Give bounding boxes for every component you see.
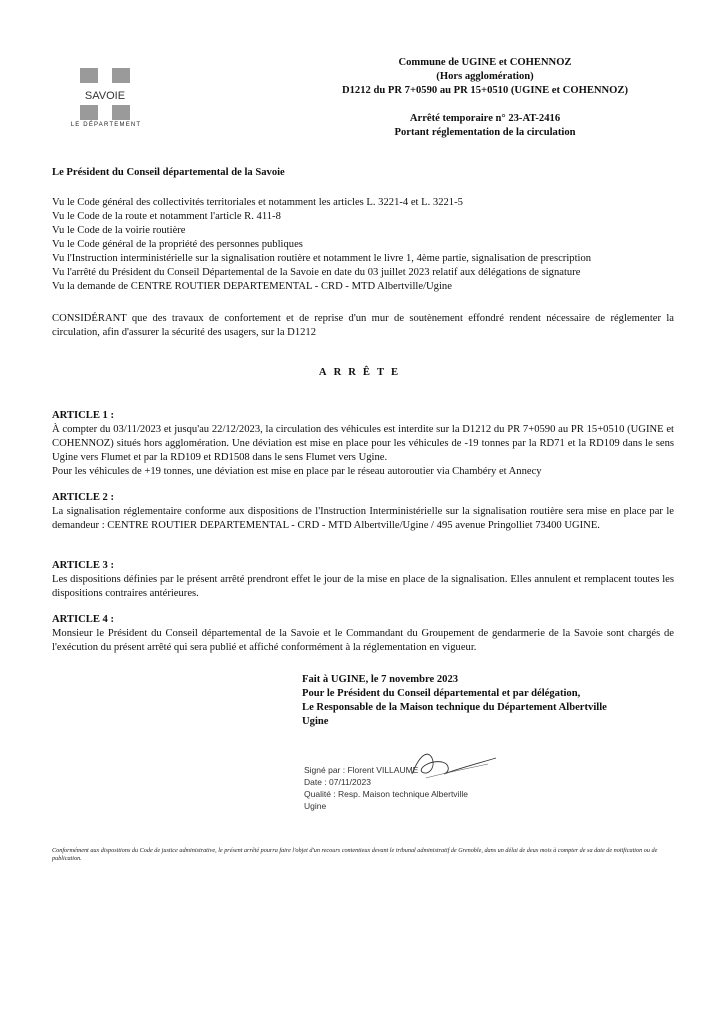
savoie-logo: [80, 68, 130, 120]
arrete-number: Arrêté temporaire n° 23-AT-2416: [409, 113, 561, 124]
visa-item: Vu l'Instruction interministérielle sur la signalisation routière et notamment le livre 1, 4ème partie, signalisation de prescription: [52, 253, 592, 264]
visa-item: Vu le Code de la voirie routière: [52, 225, 186, 236]
article-paragraph: La signalisation réglementaire conforme aux dispositions de l'Instruction Interministérielle sur la signalisation routière sera mise en place par le demandeur : CENTRE ROUTIER DEPARTEMENTAL - CRD - MTD Albertville/Ugine / 495 avenue Pringolliet 73400 UGINE.: [52, 506, 674, 531]
visa-item: Vu la demande de CENTRE ROUTIER DEPARTEMENTAL - CRD - MTD Albertville/Ugine: [52, 281, 452, 292]
route-label: D1212 du PR 7+0590 au PR 15+0510 (UGINE et COHENNOZ): [341, 85, 629, 96]
visa-item: Vu l'arrêté du Président du Conseil Départemental de la Savoie en date du 03 juillet 2023 relatif aux délégations de signature: [52, 267, 581, 278]
visas-list: [52, 196, 692, 294]
article-4: [52, 613, 674, 655]
article-1: [52, 409, 674, 479]
commune-title: Commune de UGINE et COHENNOZ: [398, 57, 572, 68]
article-paragraph: Pour les véhicules de +19 tonnes, une déviation est mise en place par le réseau autoroutier via Chambéry et Annecy: [52, 466, 542, 477]
logo-subtitle: LE DÉPARTEMENT: [70, 122, 142, 128]
considerant-paragraph: CONSIDÉRANT que des travaux de confortement et de reprise d'un mur de soutènement effondré rendent nécessaire de réglementer la circulation, afin d'assurer la sécurité des usagers, sur la D1212: [52, 313, 674, 338]
arrete-heading: ARRÊTE: [318, 367, 406, 378]
article-title: ARTICLE 2 :: [52, 492, 115, 503]
article-title: ARTICLE 3 :: [52, 560, 115, 571]
president-title: Le Président du Conseil départemental de la Savoie: [52, 167, 285, 178]
responsible-line: Le Responsable de la Maison technique du Département Albertville: [302, 702, 607, 713]
article-title: ARTICLE 4 :: [52, 614, 115, 625]
article-title: ARTICLE 1 :: [52, 410, 115, 421]
city-line: Ugine: [302, 716, 329, 727]
article-paragraph: Les dispositions définies par le présent arrêté prendront effet le jour de la mise en place de la signalisation. Elles annulent et remplacent toutes les dispositions contraires antérieures.: [52, 574, 674, 599]
place-date: Fait à UGINE, le 7 novembre 2023: [302, 674, 459, 685]
article-paragraph: Monsieur le Président du Conseil départemental de la Savoie et le Commandant du Groupement de gendarmerie de la Savoie sont chargés de l'exécution du présent arrêté qui sera publié et affiché conformément à la réglementation en vigueur.: [52, 628, 674, 653]
delegation-line: Pour le Président du Conseil départemental et par délégation,: [302, 688, 581, 699]
logo-name: SAVOIE: [84, 90, 126, 102]
document-header: [300, 56, 670, 140]
signature-heading: [302, 673, 692, 729]
visa-item: Vu le Code de la route et notamment l'article R. 411-8: [52, 211, 281, 222]
signed-by: Signé par : Florent VILLAUME: [304, 765, 419, 775]
electronic-signature-block: [304, 764, 468, 812]
article-3: [52, 559, 674, 601]
zone-label: (Hors agglomération): [436, 71, 534, 82]
signer-city: Ugine: [304, 801, 327, 811]
signer-quality: Qualité : Resp. Maison technique Albertville: [304, 789, 468, 799]
article-2: [52, 491, 674, 533]
legal-footer: Conformément aux dispositions du Code de justice administrative, le présent arrêté pourra faire l'objet d'un recours contentieux devant le tribunal administratif de Grenoble, dans un délai de deux mois à compter de sa date de notification ou de publication.: [52, 847, 658, 862]
visa-item: Vu le Code général de la propriété des personnes publiques: [52, 239, 303, 250]
article-paragraph: À compter du 03/11/2023 et jusqu'au 22/12/2023, la circulation des véhicules est interdite sur la D1212 du PR 7+0590 au PR 15+0510 (UGINE et COHENNOZ) situés hors agglomération. Une déviation est mise en place pour les véhicules de -19 tonnes par la RD71 et la RD109 dans le sens Ugine vers Flumet et par la RD109 et RD1508 dans le sens Flumet vers Ugine.: [52, 424, 674, 463]
signature-date: Date : 07/11/2023: [304, 777, 371, 787]
arrete-object: Portant réglementation de la circulation: [394, 127, 576, 138]
visa-item: Vu le Code général des collectivités territoriales et notamment les articles L. 3221-4 et L. 3221-5: [52, 197, 463, 208]
